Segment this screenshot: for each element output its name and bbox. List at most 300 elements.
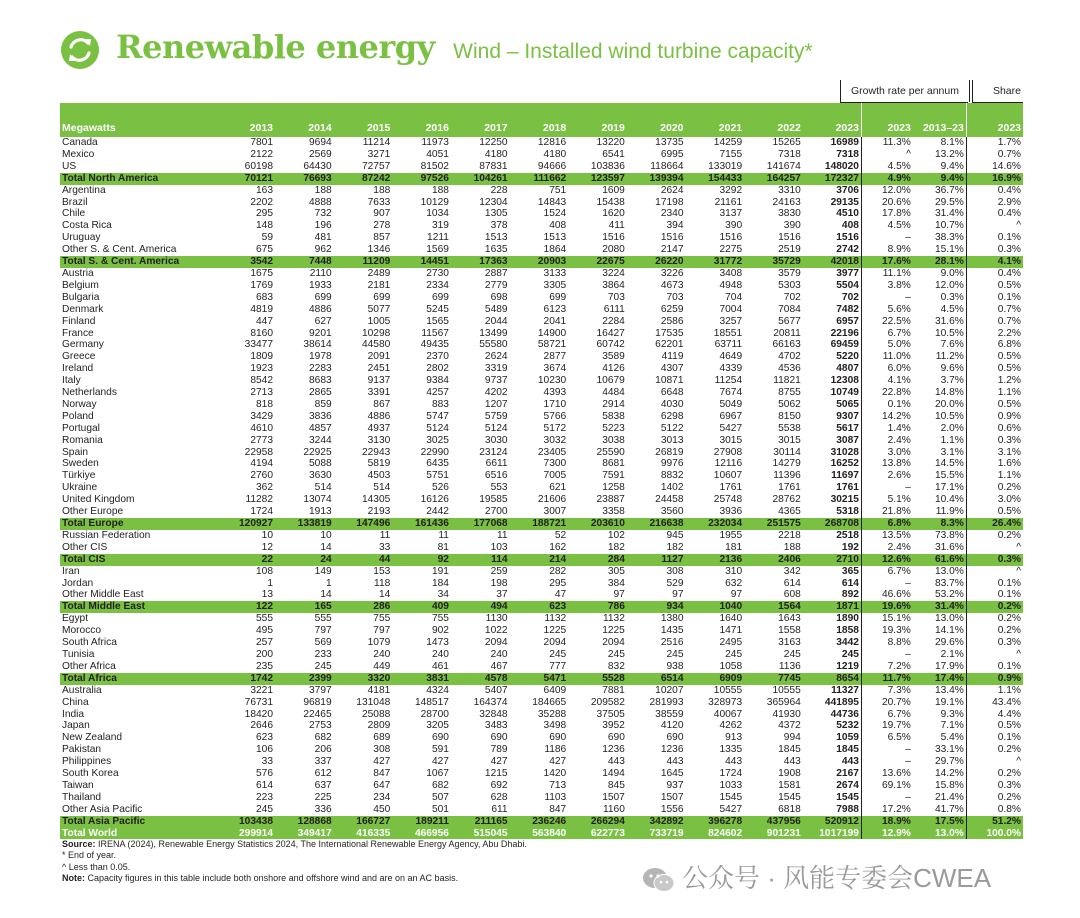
share-cell: 0.5% [966, 280, 1023, 292]
value-cell: 11327 [831, 684, 859, 696]
value-cell: 2451 [367, 363, 391, 375]
value-cell: 37505 [596, 708, 625, 720]
value-cell: 2877 [543, 351, 567, 363]
growth-2023-cell: 4.5% [861, 161, 912, 173]
table-row [60, 458, 1023, 470]
growth-2023-cell: 8.9% [861, 244, 912, 256]
growth-decade-cell: 73.8% [934, 529, 964, 541]
value-cell: 4536 [778, 363, 801, 375]
growth-2023-cell: 6.7% [861, 566, 912, 578]
row-label: Total Africa [60, 673, 216, 685]
value-cell: 576 [256, 768, 274, 780]
value-cell: 2094 [543, 637, 567, 649]
table-row [60, 685, 1023, 697]
value-cell: 2809 [367, 720, 391, 732]
row-label: Sweden [62, 458, 99, 470]
value-cell: 7318 [836, 148, 859, 160]
renewable-energy-logo [60, 30, 100, 70]
value-cell: 342892 [627, 816, 686, 828]
value-cell: 4120 [660, 720, 684, 732]
value-cell: 1473 [426, 637, 449, 649]
source-note: Source: IRENA (2024), Renewable Energy Statistics 2024, The International Renewable Energy Agency, Abu Dhabi. [62, 839, 527, 849]
share-cell: 0.2% [966, 482, 1023, 494]
value-cell: 97 [730, 589, 743, 601]
value-cell: 3630 [308, 470, 332, 482]
header-col: 2013–23 [913, 103, 967, 137]
value-cell: 66163 [772, 339, 801, 351]
table-row [60, 339, 1023, 351]
share-cell: 0.1% [966, 232, 1023, 244]
header-col: 2019 [568, 103, 627, 137]
row-label: Austria [62, 267, 94, 279]
value-cell: 70121 [216, 173, 275, 185]
value-cell: 2495 [719, 637, 743, 649]
header-col: 2017 [451, 103, 510, 137]
value-cell: 3130 [367, 434, 391, 446]
value-cell: 7318 [778, 148, 801, 160]
table-row [60, 697, 1023, 709]
value-cell: 118664 [650, 160, 684, 172]
value-cell: 623 [256, 732, 274, 744]
value-cell: 328973 [708, 696, 743, 708]
value-cell: 141674 [766, 160, 801, 172]
value-cell: 9694 [308, 137, 332, 148]
share-cell: 26.4% [966, 518, 1023, 530]
region-total-row [60, 816, 1023, 828]
value-cell: 1581 [778, 779, 801, 791]
value-cell: 5617 [836, 422, 859, 434]
growth-decade-cell: 17.5% [913, 816, 967, 828]
value-cell: 441895 [824, 696, 859, 708]
value-cell: 553 [490, 482, 508, 494]
value-cell: 365 [841, 565, 859, 577]
value-cell: 27908 [713, 446, 743, 458]
value-cell: 295 [256, 208, 274, 220]
value-cell: 245 [607, 648, 625, 660]
value-cell: 42018 [803, 256, 862, 268]
less-than-note: ^ Less than 0.05. [62, 861, 131, 872]
value-cell: 2489 [367, 267, 391, 279]
table-row [60, 470, 1023, 482]
value-cell: 612 [314, 768, 332, 780]
value-cell: 148517 [414, 696, 449, 708]
value-cell: 1635 [484, 244, 508, 256]
header-col: 2023 [803, 103, 862, 137]
value-cell: 495 [256, 625, 274, 637]
value-cell: 937 [666, 779, 684, 791]
value-cell: 4262 [719, 720, 743, 732]
value-cell: 5759 [484, 410, 508, 422]
value-cell: 1513 [543, 232, 567, 244]
value-cell: 1545 [778, 791, 801, 803]
watermark-text: 公众号 · 风能专委会CWEA [682, 863, 992, 893]
value-cell: 384 [607, 577, 625, 589]
value-cell: 181 [725, 541, 743, 553]
growth-2023-cell: 1.4% [861, 423, 912, 435]
value-cell: 3032 [543, 434, 567, 446]
value-cell: 63711 [714, 339, 743, 351]
value-cell: 690 [549, 732, 567, 744]
value-cell: 2519 [778, 244, 801, 256]
value-cell: 4948 [719, 279, 743, 291]
value-cell: 1556 [660, 803, 684, 815]
table-row [60, 328, 1023, 340]
value-cell: 184 [431, 577, 449, 589]
value-cell: 10871 [655, 375, 684, 387]
value-cell: 11697 [831, 470, 859, 482]
value-cell: 755 [373, 613, 391, 625]
value-cell: 3498 [543, 720, 567, 732]
row-label: Denmark [62, 303, 104, 315]
growth-2023-cell: 19.6% [861, 601, 912, 613]
value-cell: 7801 [250, 137, 274, 148]
share-cell: 100.0% [966, 828, 1023, 840]
value-cell: 683 [256, 291, 274, 303]
growth-2023-cell: 7.3% [861, 685, 912, 697]
value-cell: 38559 [655, 708, 684, 720]
growth-decade-cell: 9.6% [940, 363, 964, 375]
value-cell: 2136 [686, 554, 745, 566]
growth-2023-cell: 21.8% [861, 506, 912, 518]
value-cell: 7674 [719, 387, 743, 399]
row-label: Iran [62, 565, 80, 577]
value-cell: 14279 [772, 458, 801, 470]
end-of-year-note: * End of year. [62, 850, 117, 861]
value-cell: 702 [783, 291, 801, 303]
value-cell: 1380 [660, 613, 684, 625]
growth-decade-cell: 3.1% [940, 446, 964, 458]
value-cell: 92 [392, 554, 451, 566]
value-cell: 690 [666, 732, 684, 744]
value-cell: 188 [314, 184, 332, 196]
table-row [60, 161, 1023, 173]
value-cell: 47 [554, 589, 567, 601]
share-cell: 16.9% [966, 173, 1023, 185]
value-cell: 3133 [543, 267, 567, 279]
value-cell: 1219 [836, 660, 859, 672]
value-cell: 2275 [719, 244, 743, 256]
value-cell: 4503 [367, 470, 391, 482]
growth-2023-cell: 11.1% [861, 268, 912, 280]
value-cell: 223 [256, 791, 274, 803]
value-cell: 3087 [836, 434, 859, 446]
value-cell: 9976 [660, 458, 684, 470]
value-cell: 22465 [303, 708, 332, 720]
value-cell: 4051 [426, 148, 449, 160]
value-cell: 22675 [568, 256, 627, 268]
value-cell: 34 [437, 589, 449, 601]
value-cell: 203610 [568, 518, 627, 530]
share-cell: 3.1% [966, 447, 1023, 459]
value-cell: 96819 [303, 696, 332, 708]
value-cell: 1335 [719, 744, 743, 756]
value-cell: 41930 [772, 708, 801, 720]
share-cell: 0.2% [966, 625, 1023, 637]
value-cell: 4194 [250, 458, 274, 470]
value-cell: 892 [841, 589, 859, 601]
value-cell: 81502 [420, 160, 449, 172]
value-cell: 310 [725, 565, 743, 577]
value-cell: 614 [783, 577, 801, 589]
header-col: 2020 [627, 103, 686, 137]
value-cell: 637 [314, 779, 332, 791]
value-cell: 2624 [484, 351, 508, 363]
value-cell: 611 [491, 803, 508, 815]
value-cell: 847 [373, 768, 391, 780]
value-cell: 1524 [543, 208, 567, 220]
value-cell: 7005 [543, 470, 567, 482]
value-cell: 163 [256, 184, 274, 196]
value-cell: 2041 [543, 315, 567, 327]
value-cell: 133819 [275, 518, 334, 530]
value-cell: 408 [549, 220, 567, 232]
row-label: Other Europe [62, 506, 124, 518]
value-cell: 1516 [719, 232, 743, 244]
value-cell: 2094 [484, 637, 508, 649]
share-cell: 1.1% [966, 387, 1023, 399]
value-cell: 514 [373, 482, 391, 494]
table-row [60, 661, 1023, 673]
growth-rate-label: Growth rate per annum [840, 80, 970, 102]
header-col: 2022 [744, 103, 803, 137]
share-cell: ^ [966, 220, 1023, 232]
value-cell: 962 [314, 244, 332, 256]
growth-2023-cell: 6.5% [861, 732, 912, 744]
share-cell: 0.7% [966, 316, 1023, 328]
header-col: 2023 [966, 103, 1023, 137]
value-cell: 3579 [778, 267, 801, 279]
value-cell: 14305 [361, 494, 391, 506]
value-cell: 1236 [602, 744, 625, 756]
value-cell: 118 [374, 577, 391, 589]
value-cell: 16252 [830, 458, 859, 470]
value-cell: 614 [256, 779, 274, 791]
table-row [60, 720, 1023, 732]
value-cell: 114 [451, 554, 510, 566]
value-cell: 177068 [451, 518, 510, 530]
growth-decade-cell: 17.4% [913, 673, 967, 685]
value-cell: 122 [216, 601, 275, 613]
value-cell: 362 [256, 482, 274, 494]
growth-2023-cell: 12.0% [861, 185, 912, 197]
value-cell: 3310 [778, 184, 801, 196]
value-cell: 5838 [602, 410, 625, 422]
table-row [60, 292, 1023, 304]
value-cell: 2094 [602, 637, 625, 649]
value-cell: 154433 [686, 173, 745, 185]
value-cell: 16427 [596, 327, 625, 339]
growth-2023-cell: – [861, 578, 912, 590]
growth-decade-cell: 7.6% [940, 339, 964, 351]
value-cell: 5122 [660, 422, 684, 434]
value-cell: 31028 [830, 446, 859, 458]
growth-2023-cell: 2.4% [861, 435, 912, 447]
value-cell: 408 [841, 220, 859, 232]
value-cell: 1871 [803, 601, 862, 613]
growth-decade-cell: 15.1% [934, 244, 964, 256]
value-cell: 28762 [772, 494, 801, 506]
table-row [60, 304, 1023, 316]
row-label: Greece [62, 351, 96, 363]
value-cell: 196 [314, 220, 332, 232]
value-cell: 5677 [778, 315, 801, 327]
growth-decade-cell: 14.1% [934, 625, 964, 637]
value-cell: 23887 [596, 494, 625, 506]
value-cell: 1211 [427, 232, 449, 244]
growth-2023-cell: 46.6% [861, 589, 912, 601]
value-cell: 647 [373, 779, 391, 791]
value-cell: 44 [334, 554, 393, 566]
value-cell: 1845 [836, 744, 859, 756]
value-cell: 675 [256, 244, 274, 256]
share-cell: ^ [966, 756, 1023, 768]
growth-decade-cell: 20.0% [934, 398, 964, 410]
value-cell: 699 [373, 291, 391, 303]
value-cell: 3244 [308, 434, 332, 446]
value-cell: 111662 [510, 173, 569, 185]
value-cell: 6298 [660, 410, 684, 422]
value-cell: 2710 [803, 554, 862, 566]
header-col: 2023 [861, 103, 912, 137]
value-cell: 4126 [602, 363, 625, 375]
value-cell: 10 [261, 529, 274, 541]
value-cell: 3936 [719, 506, 743, 518]
value-cell: 4119 [661, 351, 684, 363]
value-cell: 2802 [426, 363, 449, 375]
value-cell: 1761 [836, 482, 859, 494]
value-cell: 6818 [778, 803, 801, 815]
value-cell: 1955 [719, 529, 743, 541]
growth-2023-cell: 4.5% [861, 220, 912, 232]
value-cell: 17198 [655, 196, 684, 208]
value-cell: 13735 [655, 137, 684, 148]
value-cell: 172327 [803, 173, 862, 185]
row-label: Russian Federation [62, 529, 151, 541]
value-cell: 883 [431, 398, 449, 410]
value-cell: 206 [314, 744, 332, 756]
value-cell: 396278 [686, 816, 745, 828]
value-cell: 106 [256, 744, 274, 756]
value-cell: 1724 [250, 506, 274, 518]
value-cell: 64430 [303, 160, 332, 172]
value-cell: 3358 [602, 506, 625, 518]
value-cell: 123597 [568, 173, 627, 185]
growth-decade-cell: 10.5% [934, 410, 964, 422]
value-cell: 1761 [778, 482, 801, 494]
share-cell: 0.7% [966, 149, 1023, 161]
row-label: Poland [62, 410, 94, 422]
growth-decade-cell: 41.7% [934, 803, 964, 815]
value-cell: 2624 [660, 184, 684, 196]
value-cell: 2091 [367, 351, 391, 363]
value-cell: 2742 [836, 244, 859, 256]
value-cell: 147496 [334, 518, 393, 530]
row-label: Germany [62, 339, 104, 351]
value-cell: 7155 [719, 148, 743, 160]
value-cell: 1569 [426, 244, 449, 256]
row-label: Ukraine [62, 482, 98, 494]
table-row [60, 792, 1023, 804]
growth-decade-cell: 29.6% [934, 637, 964, 649]
share-cell: 0.8% [966, 804, 1023, 816]
value-cell: 3257 [719, 315, 743, 327]
value-cell: 44580 [361, 339, 391, 351]
value-cell: 5538 [778, 422, 801, 434]
value-cell: 1643 [778, 613, 801, 625]
growth-decade-cell: 4.5% [940, 303, 964, 315]
value-cell: 35288 [537, 708, 567, 720]
growth-2023-cell: 2.4% [861, 542, 912, 554]
value-cell: 704 [725, 291, 743, 303]
value-cell: 281993 [649, 696, 684, 708]
growth-decade-cell: 12.0% [934, 279, 964, 291]
value-cell: 128868 [275, 816, 334, 828]
growth-decade-cell: 13.0% [934, 565, 964, 577]
growth-decade-cell: 31.4% [934, 208, 964, 220]
value-cell: 2193 [367, 506, 391, 518]
growth-2023-cell: 4.1% [861, 375, 912, 387]
row-label: Philippines [62, 756, 112, 768]
value-cell: 336 [314, 803, 332, 815]
value-cell: 1923 [250, 363, 274, 375]
row-label: Portugal [62, 422, 100, 434]
row-label: Total Middle East [60, 601, 216, 613]
value-cell: 12304 [479, 196, 508, 208]
row-label: Thailand [62, 791, 102, 803]
value-cell: 6514 [627, 673, 686, 685]
share-cell: 2.9% [966, 197, 1023, 209]
row-label: US [62, 160, 77, 172]
share-cell: 0.4% [966, 185, 1023, 197]
value-cell: 938 [666, 660, 684, 672]
region-total-row [60, 518, 1023, 530]
value-cell: 5124 [426, 422, 449, 434]
value-cell: 3952 [602, 720, 625, 732]
value-cell: 1675 [250, 267, 274, 279]
table-row [60, 506, 1023, 518]
value-cell: 11 [497, 529, 508, 541]
value-cell: 18551 [713, 327, 743, 339]
row-label: Italy [62, 375, 81, 387]
share-cell: 4.4% [966, 709, 1023, 721]
value-cell: 1545 [719, 791, 743, 803]
share-cell: 0.3% [966, 780, 1023, 792]
share-cell: 1.7% [966, 137, 1023, 149]
value-cell: 4257 [426, 387, 449, 399]
table-row [60, 530, 1023, 542]
value-cell: 2122 [250, 148, 274, 160]
value-cell: 902 [431, 625, 449, 637]
value-cell: 25748 [713, 494, 743, 506]
value-cell: 62201 [655, 339, 684, 351]
value-cell: 103836 [590, 160, 625, 172]
region-total-row [60, 601, 1023, 613]
value-cell: 12308 [830, 375, 859, 387]
header-col: 2021 [686, 103, 745, 137]
value-cell: 211165 [451, 816, 510, 828]
value-cell: 1516 [602, 232, 625, 244]
row-label: Bulgaria [62, 291, 100, 303]
value-cell: 443 [607, 756, 625, 768]
share-cell: 0.3% [966, 244, 1023, 256]
share-cell: 0.3% [966, 435, 1023, 447]
value-cell: 628 [490, 791, 508, 803]
value-cell: 622773 [568, 828, 627, 840]
value-cell: 11282 [245, 494, 274, 506]
value-cell: 3560 [660, 506, 684, 518]
value-cell: 824602 [686, 828, 745, 840]
value-cell: 5065 [836, 398, 859, 410]
